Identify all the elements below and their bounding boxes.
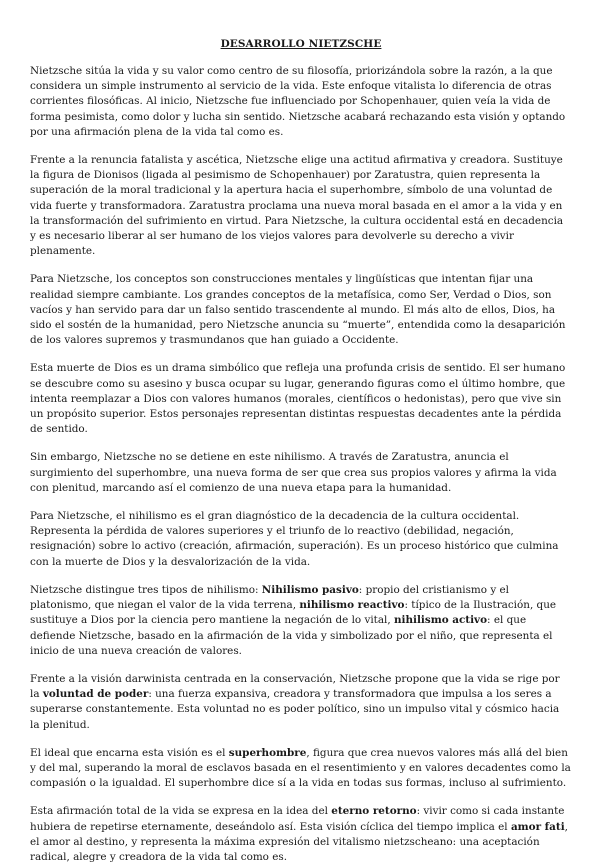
text-run: : vivir como si cada instante hubiera de repetirse eternamente, deseándolo así. Esta visión cíclica del tiempo implica el xyxy=(30,805,565,833)
bold-term: Nihilismo pasivo xyxy=(261,583,359,596)
bold-term: eterno retorno xyxy=(331,805,417,818)
text-run: Sin embargo, Nietzsche no se detiene en este nihilismo. A través de Zaratustra, anuncia el surgimiento del superhombre, una nueva forma de ser que crea sus propios valores y afirma la vida con plenitud, marcando así el comienzo de una nueva etapa para la humanidad. xyxy=(30,451,557,494)
text-run: Nietzsche sitúa la vida y su valor como centro de su filosofía, priorizándola sobre la razón, a la que considera un simple instrumento al servicio de la vida. Este enfoque vitalista lo diferencia de otras corrientes filosóficas. Al inicio, Nietzsche fue influenciado por Schopenhauer, quien veía la vida de forma pesimista, como dolor y lucha sin sentido. Nietzsche acabará rechazando esta visión y optando por una afirmación plena de la vida tal como es. xyxy=(30,65,566,138)
text-run: Para Nietzsche, los conceptos son construcciones mentales y lingüísticas que intentan fijar una realidad siempre cambiante. Los grandes conceptos de la metafísica, como Ser, Verdad o Dios, son vacíos y han servido para dar un falso sentido trascendente al mundo. El más alto de ellos, Dios, ha sido el sostén de la humanidad, pero Nietzsche anuncia su “muerte”, entendida como la desaparición de los valores supremos y trasmundanos que han guiado a Occidente. xyxy=(30,273,566,347)
bold-term: voluntad de poder xyxy=(42,688,149,701)
text-run: : el que defiende Nietzsche, basado en la afirmación de la vida y simbolizado por el niño, que representa el inicio de una nueva creación de valores. xyxy=(30,614,553,657)
bold-term: superhombre xyxy=(228,746,307,759)
text-run: , figura que crea nuevos valores más allá del bien y del mal, superando la moral de esclavos basada en el resentimiento y en valores decadentes como la compasión o la igualdad. El superhombre dice sí a la vida en todas sus formas, incluso al sufrimiento. xyxy=(30,746,571,790)
document-body xyxy=(30,64,572,865)
text-run: : típico de la Ilustración, que sustituye a Dios por la ciencia pero mantiene la negación de lo vital, xyxy=(30,599,557,627)
text-run: Para Nietzsche, el nihilismo es el gran diagnóstico de la decadencia de la cultura occidental. Representa la pérdida de valores superiores y el triunfo de lo reactivo (debilidad, negación, resignación) sobre lo activo (creación, afirmación, superación). Es un proceso histórico que culmina con la muerte de Dios y la desvalorización de la vida. xyxy=(30,510,559,568)
text-run: , el amor al destino, y representa la máxima expresión del vitalismo nietzscheano: una aceptación radical, alegre y creadora de la vida tal como es. xyxy=(30,820,568,863)
bold-term: amor fati xyxy=(510,820,565,833)
bold-term: nihilismo reactivo xyxy=(299,599,405,612)
bold-term: nihilismo activo xyxy=(393,614,488,627)
paragraph-5 xyxy=(30,450,572,496)
paragraph-1 xyxy=(30,64,572,140)
text-run: Frente a la renuncia fatalista y ascética, Nietzsche elige una actitud afirmativa y creadora. Sustituye la figura de Dionisos (ligada al pesimismo de Schopenhauer) por Zaratustra, quien representa la superación de la moral tradicional y la apertura hacia el superhombre, símbolo de una voluntad de vida fuerte y transformadora. Zaratustra proclama una nueva moral basada en el amor a la vida y en la transformación del sufrimiento en virtud. Para Nietzsche, la cultura occidental está en decadencia y es necesario liberar al ser humano de los viejos valores para devolverle su derecho a vivir plenamente. xyxy=(30,154,564,258)
text-run: Esta muerte de Dios es un drama simbólico que refleja una profunda crisis de sentido. El ser humano se descubre como su asesino y busca ocupar su lugar, generando figuras como el último hombre, que intenta reemplazar a Dios con valores humanos (morales, científicos o hedonistas), pero que vive sin un propósito superior. Estos personajes representan distintas respuestas decadentes ante la pérdida de sentido. xyxy=(30,362,566,436)
text-run: Nietzsche distingue tres tipos de nihilismo: xyxy=(30,583,262,596)
text-run: : propio del cristianismo y el platonismo, que niegan el valor de la vida terrena, xyxy=(30,583,509,612)
paragraph-6 xyxy=(30,509,572,570)
text-run: Frente a la visión darwinista centrada en la conservación, Nietzsche propone que la vida se rige por la xyxy=(30,672,560,701)
paragraph-4 xyxy=(30,361,572,437)
paragraph-7 xyxy=(30,583,572,659)
paragraph-9 xyxy=(30,746,572,792)
paragraph-8 xyxy=(30,672,572,733)
paragraph-3 xyxy=(30,272,572,348)
text-run: : una fuerza expansiva, creadora y transformadora que impulsa a los seres a superarse constantemente. Esta voluntad no es poder político, sino un impulso vital y cósmico hacia la plenitud. xyxy=(30,688,560,731)
paragraph-2 xyxy=(30,153,572,259)
paragraph-10 xyxy=(30,804,572,865)
text-run: Esta afirmación total de la vida se expresa en la idea del xyxy=(30,805,332,818)
text-run: El ideal que encarna esta visión es el xyxy=(30,746,229,759)
document-title: DESARROLLO NIETZSCHE xyxy=(220,38,382,50)
